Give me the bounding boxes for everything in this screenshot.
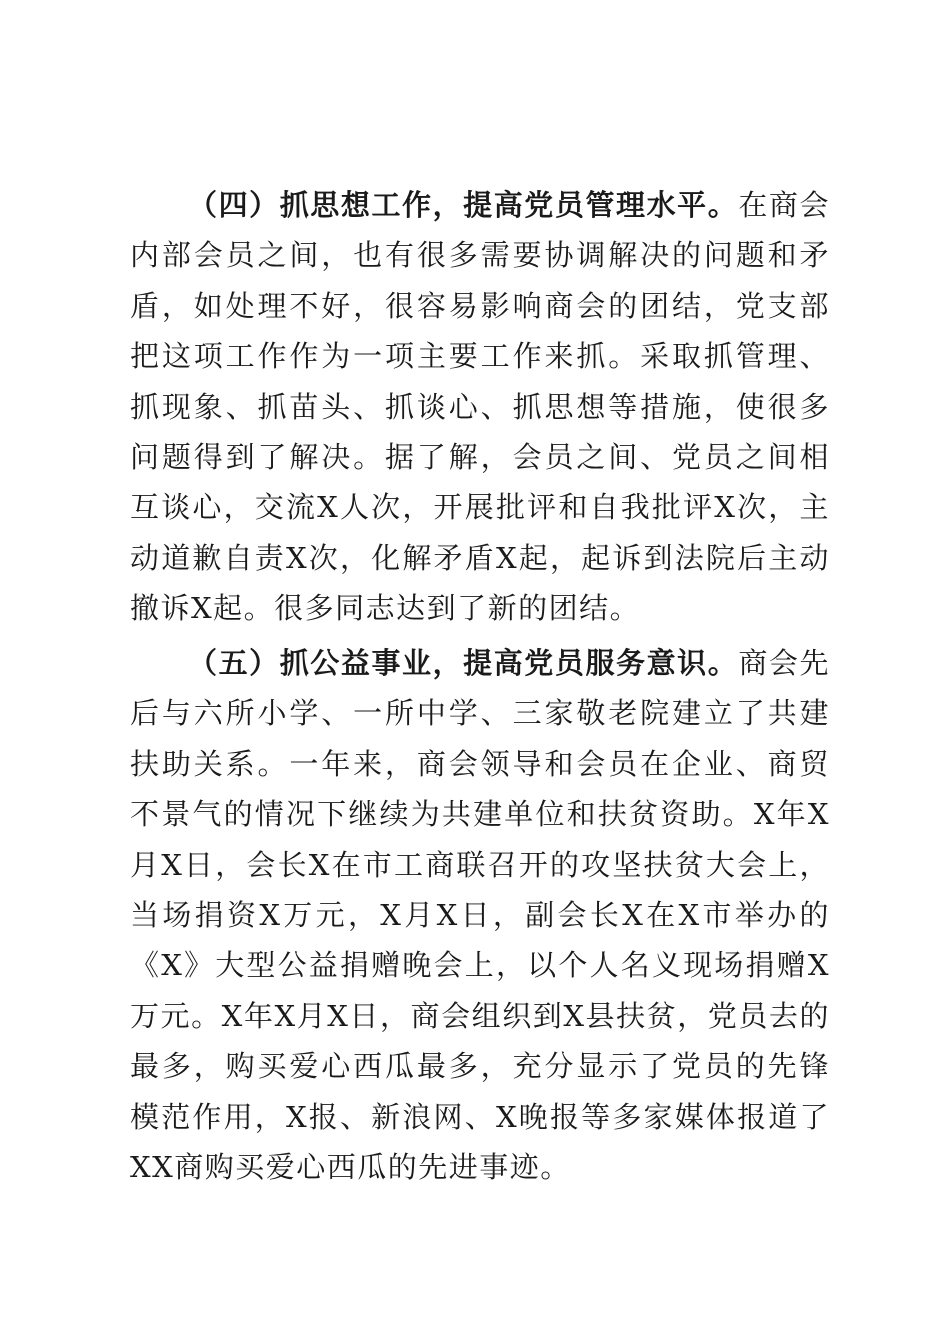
paragraph-five: [130, 638, 830, 1192]
paragraph-four: [130, 180, 830, 634]
paragraph-five-text: [130, 638, 830, 1192]
paragraph-four-body: 在商会内部会员之间，也有很多需要协调解决的问题和矛盾，如处理不好，很容易影响商会的团结，党支部把这项工作作为一项主要工作来抓。采取抓管理、抓现象、抓苗头、抓谈心、抓思想等措施，使很多问题得到了解决。据了解，会员之间、党员之间相互谈心，交流X人次，开展批评和自我批评X次，主动道歉自责X次，化解矛盾X起，起诉到法院后主动撤诉X起。很多同志达到了新的团结。: [130, 188, 830, 626]
paragraph-five-body: 商会先后与六所小学、一所中学、三家敬老院建立了共建扶助关系。一年来，商会领导和会员在企业、商贸不景气的情况下继续为共建单位和扶贫资助。X年X月X日，会长X在市工商联召开的攻坚扶贫大会上，当场捐资X万元，X月X日，副会长X在X市举办的《X》大型公益捐赠晚会上，以个人名义现场捐赠X万元。X年X月X日，商会组织到X县扶贫，党员去的最多，购买爱心西瓜最多，充分显示了党员的先锋模范作用，X报、新浪网、X晚报等多家媒体报道了XX商购买爱心西瓜的先进事迹。: [130, 646, 830, 1185]
paragraph-four-text: [130, 180, 830, 634]
paragraph-four-heading: （四）抓思想工作，提高党员管理水平。: [188, 188, 739, 222]
paragraph-five-heading: （五）抓公益事业，提高党员服务意识。: [188, 646, 739, 680]
